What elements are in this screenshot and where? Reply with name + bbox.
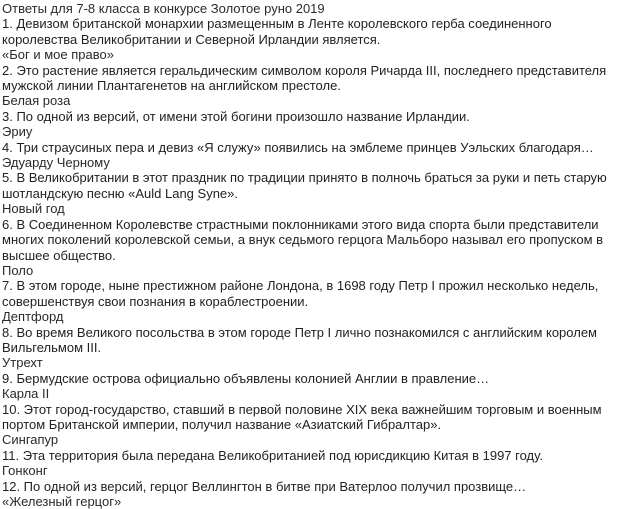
question-block-6: [2, 217, 635, 279]
question-6-line-2: многих поколений королевской семьи, а внук седьмого герцога Мальборо называл его пропуском в: [2, 232, 604, 248]
question-block-10: [2, 402, 635, 448]
answer-10: Сингапур: [2, 432, 59, 448]
question-8-line-1: 8. Во время Великого посольства в этом городе Петр I лично познакомился с английским королем: [2, 324, 597, 340]
question-block-7: [2, 278, 635, 324]
question-7-line-2: совершенствуя свои познания в кораблестроении.: [2, 293, 309, 309]
question-block-9: [2, 371, 635, 402]
question-block-4: [2, 140, 635, 171]
answer-5: Новый год: [2, 201, 65, 217]
answer-8: Утрехт: [2, 355, 43, 371]
document-title: Ответы для 7-8 класса в конкурсе Золотое руно 2019: [2, 1, 325, 16]
answer-3: Эриу: [2, 124, 33, 140]
question-block-1: [2, 16, 635, 62]
question-11-line-1: 11. Эта территория была передана Великобританией под юрисдикцию Китая в 1997 году.: [2, 447, 543, 463]
question-4-line-1: 4. Три страусиных пера и девиз «Я служу» появились на эмблеме принцев Уэльских благодаря…: [2, 139, 594, 155]
question-block-11: [2, 448, 635, 479]
answer-2: Белая роза: [2, 93, 71, 109]
question-1-line-2: королевства Великобритании и Северной Ирландии является.: [2, 31, 381, 47]
question-8-line-2: Вильгельмом III.: [2, 339, 102, 355]
question-block-3: [2, 109, 635, 140]
answer-9: Карла II: [2, 386, 50, 402]
question-block-12: [2, 479, 635, 509]
answer-11: Гонконг: [2, 463, 48, 479]
question-3-line-1: 3. По одной из версий, от имени этой богини произошло название Ирландии.: [2, 108, 470, 124]
answer-6: Поло: [2, 262, 34, 278]
question-block-5: [2, 170, 635, 216]
question-block-2: [2, 63, 635, 109]
question-2-line-2: мужской линии Плантагенетов на английском престоле.: [2, 78, 341, 94]
answer-12: «Железный герцог»: [2, 494, 122, 509]
question-6-line-1: 6. В Соединенном Королевстве страстными поклонниками этого вида спорта были представители: [2, 216, 599, 232]
question-10-line-2: портом Британской империи, получил название «Азиатский Гибралтар».: [2, 416, 442, 432]
answer-7: Дептфорд: [2, 309, 64, 325]
question-7-line-1: 7. В этом городе, ныне престижном районе Лондона, в 1698 году Петр I прожил несколько недель,: [2, 278, 599, 294]
question-block-8: [2, 325, 635, 371]
question-6-line-3: высшее общество.: [2, 247, 116, 263]
question-12-line-1: 12. По одной из версий, герцог Веллингтон в битве при Ватерлоо получил прозвище…: [2, 478, 527, 494]
question-5-line-2: шотландскую песню «Auld Lang Syne».: [2, 185, 238, 201]
question-5-line-1: 5. В Великобритании в этот праздник по традиции принято в полночь браться за руки и петь старую: [2, 170, 607, 186]
answer-1: «Бог и мое право»: [2, 47, 114, 63]
question-10-line-1: 10. Этот город-государство, ставший в первой половине XIX века важнейшим торговым и военным: [2, 401, 602, 417]
question-1-line-1: 1. Девизом британской монархии размещенным в Ленте королевского герба соединенного: [2, 16, 552, 32]
question-2-line-1: 2. Это растение является геральдическим символом короля Ричарда III, последнего представителя: [2, 62, 607, 78]
answer-4: Эдуарду Черному: [2, 155, 110, 171]
question-9-line-1: 9. Бермудские острова официально объявлены колонией Англии в правление…: [2, 370, 490, 386]
